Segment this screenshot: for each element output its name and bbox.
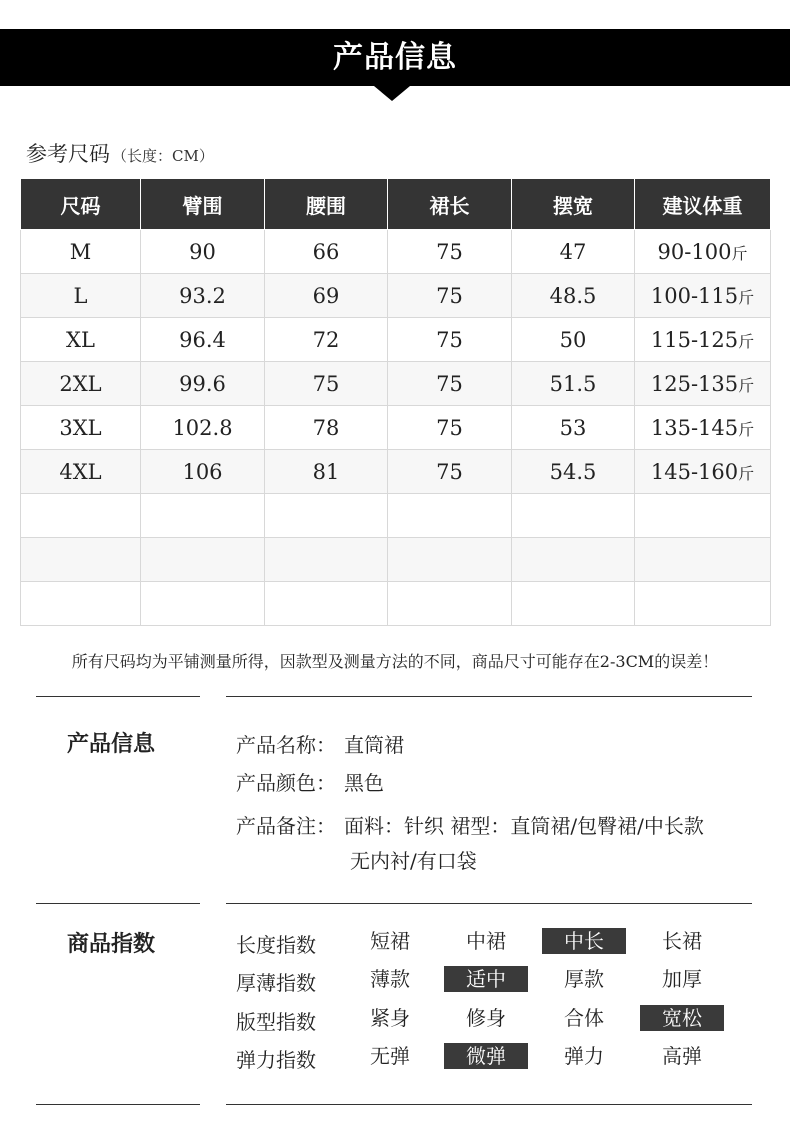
cell-size: 2XL <box>21 362 141 406</box>
weight-value: 145-160 <box>650 459 739 484</box>
empty-cell <box>265 494 388 538</box>
empty-cell <box>635 494 771 538</box>
empty-cell <box>265 538 388 582</box>
weight-unit: 斤 <box>738 463 755 483</box>
index-label: 厚薄指数 <box>236 971 316 995</box>
divider <box>36 903 200 904</box>
index-option-selected: 适中 <box>444 966 528 992</box>
table-row <box>21 406 771 450</box>
size-table <box>20 178 771 626</box>
index-option: 无弹 <box>370 1044 410 1068</box>
weight-value: 135-145 <box>650 415 739 440</box>
product-info-title: 产品信息 <box>67 731 156 757</box>
cell-waist: 81 <box>265 450 388 494</box>
cell-length: 75 <box>388 230 512 274</box>
index-label: 版型指数 <box>236 1010 316 1034</box>
empty-cell <box>512 494 635 538</box>
column-header-length: 裙长 <box>388 179 512 230</box>
banner-arrow-icon <box>374 86 410 101</box>
table-row <box>21 362 771 406</box>
index-option: 薄款 <box>370 967 410 991</box>
cell-waist: 78 <box>265 406 388 450</box>
measurement-note: 所有尺码均为平铺测量所得，因款型及测量方法的不同，商品尺寸可能存在2-3CM的误差！ <box>71 652 719 671</box>
column-header-waist: 腰围 <box>265 179 388 230</box>
weight-unit: 斤 <box>738 419 755 439</box>
weight-value: 100-115 <box>650 283 739 308</box>
size-reference-label: 参考尺码 <box>26 142 110 166</box>
empty-cell <box>141 538 265 582</box>
divider <box>36 1104 200 1105</box>
cell-weight <box>635 274 771 318</box>
column-header-hem: 摆宽 <box>512 179 635 230</box>
index-label: 长度指数 <box>236 933 316 957</box>
cell-length: 75 <box>388 362 512 406</box>
divider <box>226 903 752 904</box>
empty-cell <box>141 494 265 538</box>
product-color-key: 产品颜色： <box>236 771 336 795</box>
cell-size: XL <box>21 318 141 362</box>
empty-cell <box>388 582 512 626</box>
index-option: 合体 <box>564 1006 604 1030</box>
index-option: 弹力 <box>564 1044 604 1068</box>
cell-weight <box>635 230 771 274</box>
cell-arm: 93.2 <box>141 274 265 318</box>
empty-cell <box>21 582 141 626</box>
cell-arm: 96.4 <box>141 318 265 362</box>
cell-arm: 99.6 <box>141 362 265 406</box>
cell-hem: 50 <box>512 318 635 362</box>
cell-hem: 51.5 <box>512 362 635 406</box>
empty-cell <box>512 582 635 626</box>
cell-arm: 106 <box>141 450 265 494</box>
product-index-title: 商品指数 <box>67 931 156 957</box>
cell-waist: 69 <box>265 274 388 318</box>
size-reference-title <box>26 138 214 168</box>
empty-cell <box>512 538 635 582</box>
table-row <box>21 230 771 274</box>
empty-table-row <box>21 538 771 582</box>
table-row <box>21 450 771 494</box>
cell-length: 75 <box>388 450 512 494</box>
size-reference-unit: （长度：CM） <box>112 147 214 165</box>
product-color-row <box>236 767 384 796</box>
cell-size: L <box>21 274 141 318</box>
weight-unit: 斤 <box>738 331 755 351</box>
product-name-value: 直筒裙 <box>344 733 404 757</box>
index-option: 中裙 <box>466 929 506 953</box>
index-option: 厚款 <box>564 967 604 991</box>
divider <box>226 1104 752 1105</box>
empty-cell <box>635 582 771 626</box>
index-option: 修身 <box>466 1006 506 1030</box>
cell-arm: 102.8 <box>141 406 265 450</box>
header-banner <box>0 29 790 86</box>
empty-table-row <box>21 582 771 626</box>
cell-hem: 47 <box>512 230 635 274</box>
product-name-row <box>236 729 404 758</box>
index-option: 短裙 <box>370 929 410 953</box>
cell-hem: 48.5 <box>512 274 635 318</box>
empty-cell <box>21 538 141 582</box>
product-name-key: 产品名称： <box>236 733 336 757</box>
index-option-selected: 中长 <box>542 928 626 954</box>
cell-size: 3XL <box>21 406 141 450</box>
empty-table-row <box>21 494 771 538</box>
cell-weight <box>635 406 771 450</box>
weight-unit: 斤 <box>738 287 755 307</box>
index-label: 弹力指数 <box>236 1048 316 1072</box>
divider <box>226 696 752 697</box>
cell-size: M <box>21 230 141 274</box>
index-option-selected: 微弹 <box>444 1043 528 1069</box>
cell-weight <box>635 362 771 406</box>
index-option: 长裙 <box>662 929 702 953</box>
weight-value: 125-135 <box>650 371 739 396</box>
empty-cell <box>635 538 771 582</box>
empty-cell <box>388 494 512 538</box>
empty-cell <box>21 494 141 538</box>
index-option: 紧身 <box>370 1006 410 1030</box>
product-remark-continued: 无内衬/有口袋 <box>350 849 477 873</box>
cell-waist: 75 <box>265 362 388 406</box>
cell-size: 4XL <box>21 450 141 494</box>
cell-hem: 54.5 <box>512 450 635 494</box>
cell-arm: 90 <box>141 230 265 274</box>
cell-length: 75 <box>388 318 512 362</box>
product-remark-row <box>236 810 704 839</box>
weight-value: 90-100 <box>657 239 732 264</box>
product-remark-key: 产品备注： <box>236 814 336 838</box>
weight-unit: 斤 <box>738 375 755 395</box>
empty-cell <box>388 538 512 582</box>
index-option: 高弹 <box>662 1044 702 1068</box>
cell-length: 75 <box>388 406 512 450</box>
column-header-arm: 臂围 <box>141 179 265 230</box>
size-table-header <box>21 179 771 230</box>
empty-cell <box>265 582 388 626</box>
weight-value: 115-125 <box>650 327 739 352</box>
cell-weight <box>635 450 771 494</box>
cell-length: 75 <box>388 274 512 318</box>
product-color-value: 黑色 <box>344 771 384 795</box>
table-row <box>21 318 771 362</box>
product-remark-value: 面料：针织 裙型：直筒裙/包臀裙/中长款 <box>344 814 704 838</box>
index-option: 加厚 <box>662 967 702 991</box>
cell-waist: 66 <box>265 230 388 274</box>
index-option-selected: 宽松 <box>640 1005 724 1031</box>
page-title: 产品信息 <box>333 40 457 75</box>
weight-unit: 斤 <box>731 243 748 263</box>
cell-weight <box>635 318 771 362</box>
divider <box>36 696 200 697</box>
table-row <box>21 274 771 318</box>
empty-cell <box>141 582 265 626</box>
cell-waist: 72 <box>265 318 388 362</box>
column-header-size: 尺码 <box>21 179 141 230</box>
column-header-weight: 建议体重 <box>635 179 771 230</box>
cell-hem: 53 <box>512 406 635 450</box>
